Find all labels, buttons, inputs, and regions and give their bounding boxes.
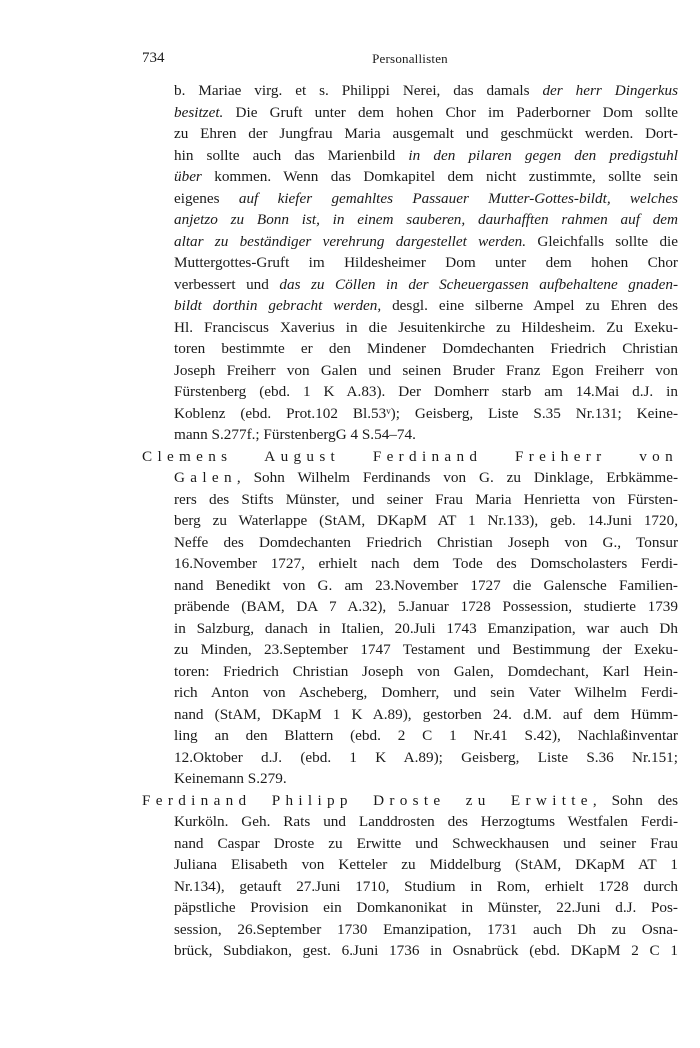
quoted-text: altar zu beständiger verehrung dargestellet werden.	[174, 232, 527, 250]
text-segment: hin sollte auch das Marienbild	[174, 146, 409, 164]
text-line	[142, 360, 678, 382]
text-line	[142, 919, 678, 941]
text-segment: eigenes	[174, 189, 239, 207]
text-segment: Muttergottes-Gruft im Hildesheimer Dom unter dem hohen Chor	[174, 254, 678, 271]
text-segment: Gleichfalls sollte die	[526, 232, 678, 250]
text-segment: päpstliche Provision ein Domkanonikat in Münster, 22.Juni d.J. Pos-	[174, 899, 678, 916]
quoted-text: besitzet.	[174, 103, 224, 121]
text-segment: verbessert und	[174, 275, 280, 293]
text-segment: rich Anton von Ascheberg, Domherr, und sein Vater Wilhelm Ferdi-	[174, 684, 678, 701]
text-line	[142, 747, 678, 769]
text-segment: Kurköln. Geh. Rats und Landdrosten des Herzogtums Westfalen Ferdi-	[174, 813, 678, 830]
text-segment: kommen. Wenn das Domkapitel dem nicht zustimmte, sollte sein	[201, 168, 678, 185]
text-line	[142, 897, 678, 919]
quoted-text: bildt dorthin gebracht werden,	[174, 297, 382, 314]
entry-heading-line	[142, 790, 678, 812]
text-line	[142, 532, 678, 554]
text-line	[142, 102, 678, 124]
text-line	[142, 940, 678, 962]
page-header	[142, 50, 678, 72]
text-line	[142, 252, 678, 274]
text-line	[142, 854, 678, 876]
text-segment: toren bestimmte er den Mindener Domdechanten Friedrich Christian	[174, 340, 678, 357]
text-line	[142, 338, 678, 360]
text-line	[142, 295, 678, 317]
text-segment: 12.Oktober d.J. (ebd. 1 K A.89); Geisberg, Liste S.36 Nr.151;	[174, 748, 678, 766]
page-number: 734	[142, 50, 165, 66]
text-line	[142, 403, 678, 425]
text-segment: berg zu Waterlappe (StAM, DKapM AT 1 Nr.133), geb. 14.Juni 1720,	[174, 512, 678, 529]
quoted-text: in den pilaren gegen den predigstuhl	[408, 146, 678, 164]
text-segment: präbende (BAM, DA 7 A.32), 5.Januar 1728 Possession, studierte 1739	[174, 598, 678, 615]
text-segment: toren: Friedrich Christian Joseph von Galen, Domdechant, Karl Hein-	[174, 662, 678, 680]
text-line	[142, 553, 678, 575]
text-line	[142, 811, 678, 833]
text-segment: nand Caspar Droste zu Erwitte und Schweckhausen und seiner Frau	[174, 834, 678, 852]
text-line	[142, 274, 678, 296]
text-segment: Hl. Franciscus Xaverius in die Jesuitenkirche zu Hildesheim. Zu Exeku-	[174, 318, 678, 336]
text-line	[142, 575, 678, 597]
running-head: Personallisten	[372, 51, 448, 66]
text-line	[142, 682, 678, 704]
quoted-text: über	[174, 168, 202, 185]
text-segment: Die Gruft unter dem hohen Chor im Paderborner Dom sollte	[223, 103, 678, 121]
text-segment: session, 26.September 1730 Emanzipation, 1731 auch Dh zu Osna-	[174, 920, 678, 938]
text-line	[142, 639, 678, 661]
text-segment: in Salzburg, danach in Italien, 20.Juli 1743 Emanzipation, war auch Dh	[174, 619, 678, 637]
text-line	[142, 188, 678, 210]
text-segment: Neffe des Domdechanten Friedrich Christian Joseph von G., Tonsur	[174, 533, 678, 551]
person-name: Ferdinand Philipp Droste zu Erwitte	[142, 791, 593, 809]
text-line	[142, 317, 678, 339]
text-segment: brück, Subdiakon, gest. 6.Juni 1736 in Osnabrück (ebd. DKapM 2 C 1	[174, 942, 678, 959]
text-segment: nand (StAM, DKapM 1 K A.89), gestorben 24. d.M. auf dem Hümm-	[174, 705, 678, 723]
text-segment: Joseph Freiherr von Galen und seinen Bruder Franz Egon Freiherr von	[174, 361, 678, 379]
quoted-text: anjetzo zu Bonn ist, in einem sauberen, daurhafften rahmen auf dem	[174, 211, 678, 228]
text-segment: desgl. eine silberne Ampel zu Ehren des	[381, 297, 678, 314]
text-line	[142, 209, 678, 231]
text-segment: Keinemann S.279.	[174, 770, 287, 787]
text-segment: , Sohn des	[592, 791, 678, 809]
text-line	[142, 467, 678, 489]
text-segment: Fürstenberg (ebd. 1 K A.83). Der Domherr starb am 14.Mai d.J. in	[174, 383, 678, 400]
text-segment: 16.November 1727, erhielt nach dem Tode des Domscholasters Ferdi-	[174, 555, 678, 572]
text-segment: nand Benedikt von G. am 23.November 1727 die Galensche Familien-	[174, 576, 678, 594]
text-line	[142, 145, 678, 167]
person-name: Galen	[174, 469, 237, 486]
text-line	[142, 381, 678, 403]
text-line	[142, 876, 678, 898]
text-segment: , Sohn Wilhelm Ferdinands von G. zu Dinklage, Erbkämme-	[236, 469, 678, 486]
text-line	[142, 725, 678, 747]
text-segment: zu Ehren der Jungfrau Maria ausgemalt und geschmückt werden. Dort-	[174, 125, 678, 142]
text-segment: zu Minden, 23.September 1747 Testament und Bestimmung der Exeku-	[174, 641, 678, 658]
text-line	[142, 80, 678, 102]
text-segment: Juliana Elisabeth von Ketteler zu Middelburg (StAM, DKapM AT 1	[174, 856, 678, 873]
text-segment: b. Mariae virg. et s. Philippi Nerei, das damals	[174, 82, 543, 99]
quoted-text: auf kiefer gemahltes Passauer Mutter-Gottes-bildt, welches	[238, 189, 678, 207]
text-segment: Koblenz (ebd. Prot.102 Bl.53ᵛ); Geisberg, Liste S.35 Nr.131; Keine-	[174, 404, 678, 422]
text-line	[142, 596, 678, 618]
text-line	[142, 166, 678, 188]
quoted-text: das zu Cöllen in der Scheuergassen aufbehaltene gnaden-	[279, 275, 678, 293]
person-name: Clemens August Ferdinand Freiherr von	[142, 447, 678, 465]
body-text	[142, 80, 678, 962]
text-line	[142, 661, 678, 683]
text-line	[142, 833, 678, 855]
text-line	[142, 123, 678, 145]
entry-heading-line	[142, 446, 678, 468]
text-line	[142, 510, 678, 532]
text-segment: mann S.277f.; FürstenbergG 4 S.54–74.	[174, 426, 416, 443]
text-segment: rers des Stifts Münster, und seiner Frau Maria Henrietta von Fürsten-	[174, 490, 678, 508]
text-line	[142, 231, 678, 253]
text-segment: ling an den Blattern (ebd. 2 C 1 Nr.41 S.42), Nachlaßinventar	[174, 727, 678, 744]
text-segment: Nr.134), getauft 27.Juni 1710, Studium in Rom, erhielt 1728 durch	[174, 877, 678, 895]
quoted-text: der herr Dingerkus	[542, 82, 678, 99]
text-line	[142, 424, 678, 446]
text-line	[142, 768, 678, 790]
text-line	[142, 618, 678, 640]
text-line	[142, 704, 678, 726]
text-line	[142, 489, 678, 511]
